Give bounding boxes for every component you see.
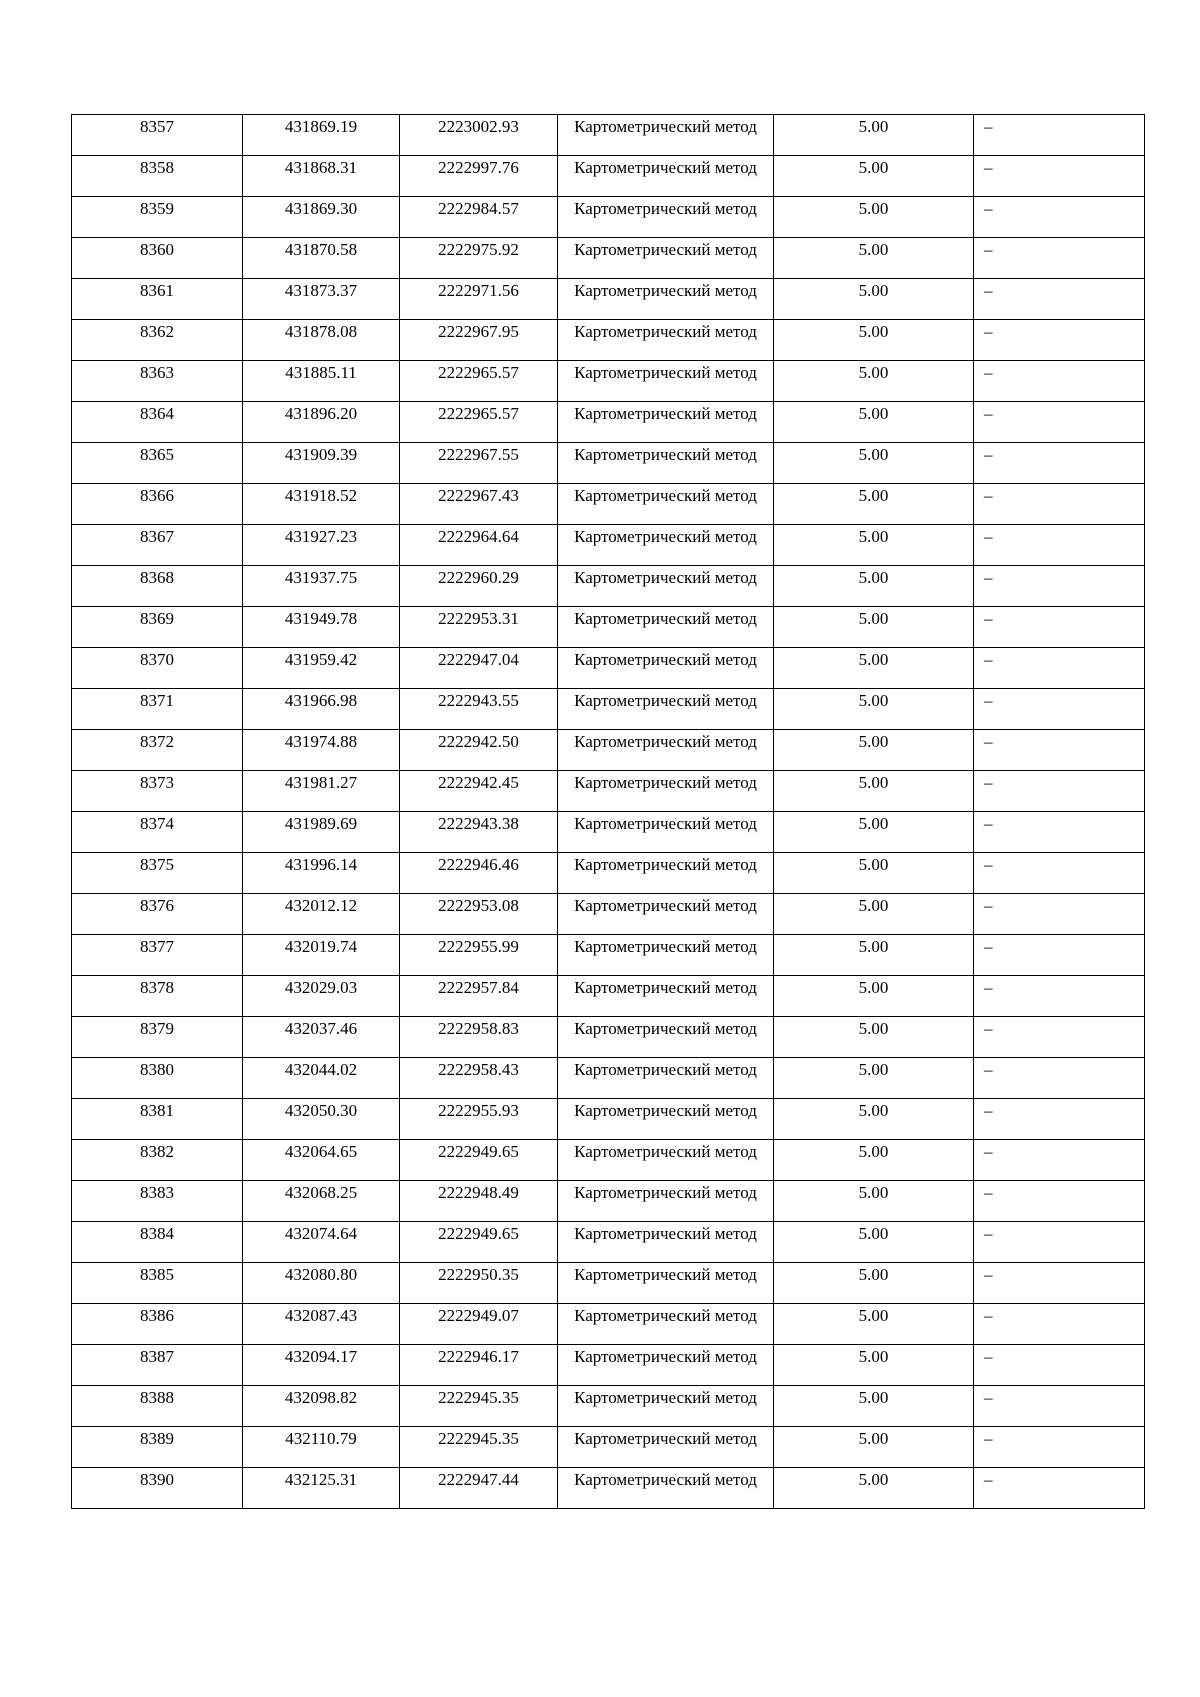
y-coordinate-cell: 2222953.08 [400,894,558,935]
note-cell: – [974,484,1145,525]
x-coordinate-cell: 431996.14 [243,853,400,894]
accuracy-cell: 5.00 [774,361,974,402]
point-number-cell: 8375 [72,853,243,894]
method-cell: Картометрический метод [558,402,774,443]
y-coordinate-cell: 2222955.93 [400,1099,558,1140]
y-coordinate-cell: 2222946.46 [400,853,558,894]
point-number-cell: 8380 [72,1058,243,1099]
accuracy-cell: 5.00 [774,935,974,976]
x-coordinate-cell: 432110.79 [243,1427,400,1468]
table-row [72,279,1145,320]
method-cell: Картометрический метод [558,1263,774,1304]
method-cell: Картометрический метод [558,976,774,1017]
y-coordinate-cell: 2222946.17 [400,1345,558,1386]
y-coordinate-cell: 2222964.64 [400,525,558,566]
table-row [72,484,1145,525]
note-cell: – [974,1468,1145,1509]
note-cell: – [974,566,1145,607]
y-coordinate-cell: 2222984.57 [400,197,558,238]
method-cell: Картометрический метод [558,771,774,812]
y-coordinate-cell: 2222942.50 [400,730,558,771]
note-cell: – [974,1263,1145,1304]
method-cell: Картометрический метод [558,115,774,156]
accuracy-cell: 5.00 [774,689,974,730]
method-cell: Картометрический метод [558,320,774,361]
note-cell: – [974,443,1145,484]
x-coordinate-cell: 431870.58 [243,238,400,279]
x-coordinate-cell: 431981.27 [243,771,400,812]
accuracy-cell: 5.00 [774,279,974,320]
accuracy-cell: 5.00 [774,976,974,1017]
table-row [72,1345,1145,1386]
method-cell: Картометрический метод [558,689,774,730]
x-coordinate-cell: 432029.03 [243,976,400,1017]
point-number-cell: 8368 [72,566,243,607]
x-coordinate-cell: 431966.98 [243,689,400,730]
note-cell: – [974,279,1145,320]
table-row [72,1058,1145,1099]
x-coordinate-cell: 431959.42 [243,648,400,689]
note-cell: – [974,976,1145,1017]
note-cell: – [974,1181,1145,1222]
method-cell: Картометрический метод [558,730,774,771]
method-cell: Картометрический метод [558,607,774,648]
y-coordinate-cell: 2222967.55 [400,443,558,484]
note-cell: – [974,1345,1145,1386]
y-coordinate-cell: 2222957.84 [400,976,558,1017]
x-coordinate-cell: 432019.74 [243,935,400,976]
note-cell: – [974,730,1145,771]
method-cell: Картометрический метод [558,238,774,279]
table-row [72,525,1145,566]
x-coordinate-cell: 432068.25 [243,1181,400,1222]
point-number-cell: 8379 [72,1017,243,1058]
point-number-cell: 8387 [72,1345,243,1386]
point-number-cell: 8374 [72,812,243,853]
table-row [72,1140,1145,1181]
point-number-cell: 8370 [72,648,243,689]
accuracy-cell: 5.00 [774,1222,974,1263]
y-coordinate-cell: 2222947.04 [400,648,558,689]
point-number-cell: 8377 [72,935,243,976]
table-row [72,402,1145,443]
table-row [72,812,1145,853]
method-cell: Картометрический метод [558,1468,774,1509]
table-row [72,1263,1145,1304]
point-number-cell: 8359 [72,197,243,238]
x-coordinate-cell: 431868.31 [243,156,400,197]
point-number-cell: 8360 [72,238,243,279]
coordinates-table [71,114,1145,1509]
x-coordinate-cell: 431873.37 [243,279,400,320]
x-coordinate-cell: 432037.46 [243,1017,400,1058]
table-row [72,894,1145,935]
accuracy-cell: 5.00 [774,156,974,197]
point-number-cell: 8366 [72,484,243,525]
point-number-cell: 8378 [72,976,243,1017]
accuracy-cell: 5.00 [774,894,974,935]
y-coordinate-cell: 2222948.49 [400,1181,558,1222]
x-coordinate-cell: 432064.65 [243,1140,400,1181]
method-cell: Картометрический метод [558,1304,774,1345]
point-number-cell: 8373 [72,771,243,812]
y-coordinate-cell: 2222949.07 [400,1304,558,1345]
accuracy-cell: 5.00 [774,1181,974,1222]
point-number-cell: 8388 [72,1386,243,1427]
accuracy-cell: 5.00 [774,320,974,361]
table-row [72,1099,1145,1140]
table-row [72,1386,1145,1427]
x-coordinate-cell: 431869.30 [243,197,400,238]
x-coordinate-cell: 432044.02 [243,1058,400,1099]
note-cell: – [974,853,1145,894]
method-cell: Картометрический метод [558,443,774,484]
table-row [72,730,1145,771]
accuracy-cell: 5.00 [774,648,974,689]
accuracy-cell: 5.00 [774,1468,974,1509]
method-cell: Картометрический метод [558,853,774,894]
point-number-cell: 8389 [72,1427,243,1468]
accuracy-cell: 5.00 [774,197,974,238]
method-cell: Картометрический метод [558,1181,774,1222]
note-cell: – [974,607,1145,648]
point-number-cell: 8376 [72,894,243,935]
table-row [72,935,1145,976]
table-row [72,1017,1145,1058]
method-cell: Картометрический метод [558,1386,774,1427]
accuracy-cell: 5.00 [774,1304,974,1345]
method-cell: Картометрический метод [558,1222,774,1263]
y-coordinate-cell: 2222947.44 [400,1468,558,1509]
y-coordinate-cell: 2222975.92 [400,238,558,279]
method-cell: Картометрический метод [558,1140,774,1181]
accuracy-cell: 5.00 [774,484,974,525]
accuracy-cell: 5.00 [774,1058,974,1099]
y-coordinate-cell: 2222945.35 [400,1386,558,1427]
method-cell: Картометрический метод [558,156,774,197]
accuracy-cell: 5.00 [774,1140,974,1181]
x-coordinate-cell: 431896.20 [243,402,400,443]
accuracy-cell: 5.00 [774,525,974,566]
accuracy-cell: 5.00 [774,607,974,648]
y-coordinate-cell: 2222955.99 [400,935,558,976]
table-row [72,1304,1145,1345]
table-row [72,648,1145,689]
accuracy-cell: 5.00 [774,443,974,484]
y-coordinate-cell: 2222997.76 [400,156,558,197]
table-row [72,361,1145,402]
accuracy-cell: 5.00 [774,1386,974,1427]
y-coordinate-cell: 2222950.35 [400,1263,558,1304]
method-cell: Картометрический метод [558,484,774,525]
point-number-cell: 8365 [72,443,243,484]
x-coordinate-cell: 432050.30 [243,1099,400,1140]
accuracy-cell: 5.00 [774,1099,974,1140]
x-coordinate-cell: 432080.80 [243,1263,400,1304]
accuracy-cell: 5.00 [774,730,974,771]
note-cell: – [974,1017,1145,1058]
method-cell: Картометрический метод [558,935,774,976]
x-coordinate-cell: 432074.64 [243,1222,400,1263]
x-coordinate-cell: 431927.23 [243,525,400,566]
method-cell: Картометрический метод [558,812,774,853]
note-cell: – [974,402,1145,443]
x-coordinate-cell: 431869.19 [243,115,400,156]
x-coordinate-cell: 431974.88 [243,730,400,771]
x-coordinate-cell: 431885.11 [243,361,400,402]
note-cell: – [974,115,1145,156]
y-coordinate-cell: 2222958.83 [400,1017,558,1058]
note-cell: – [974,935,1145,976]
accuracy-cell: 5.00 [774,566,974,607]
note-cell: – [974,1304,1145,1345]
x-coordinate-cell: 431989.69 [243,812,400,853]
y-coordinate-cell: 2222967.43 [400,484,558,525]
note-cell: – [974,238,1145,279]
table-row [72,976,1145,1017]
method-cell: Картометрический метод [558,1017,774,1058]
accuracy-cell: 5.00 [774,771,974,812]
point-number-cell: 8381 [72,1099,243,1140]
point-number-cell: 8383 [72,1181,243,1222]
y-coordinate-cell: 2222958.43 [400,1058,558,1099]
note-cell: – [974,812,1145,853]
table-row [72,115,1145,156]
method-cell: Картометрический метод [558,648,774,689]
x-coordinate-cell: 432098.82 [243,1386,400,1427]
accuracy-cell: 5.00 [774,1427,974,1468]
accuracy-cell: 5.00 [774,402,974,443]
note-cell: – [974,1099,1145,1140]
note-cell: – [974,1058,1145,1099]
x-coordinate-cell: 431918.52 [243,484,400,525]
y-coordinate-cell: 2222945.35 [400,1427,558,1468]
point-number-cell: 8358 [72,156,243,197]
y-coordinate-cell: 2222943.38 [400,812,558,853]
coordinates-table-body [72,115,1145,1509]
y-coordinate-cell: 2222953.31 [400,607,558,648]
y-coordinate-cell: 2223002.93 [400,115,558,156]
x-coordinate-cell: 432012.12 [243,894,400,935]
table-row [72,689,1145,730]
note-cell: – [974,1222,1145,1263]
point-number-cell: 8385 [72,1263,243,1304]
x-coordinate-cell: 431949.78 [243,607,400,648]
table-row [72,771,1145,812]
accuracy-cell: 5.00 [774,1345,974,1386]
point-number-cell: 8362 [72,320,243,361]
method-cell: Картометрический метод [558,361,774,402]
point-number-cell: 8372 [72,730,243,771]
point-number-cell: 8367 [72,525,243,566]
point-number-cell: 8384 [72,1222,243,1263]
accuracy-cell: 5.00 [774,238,974,279]
point-number-cell: 8369 [72,607,243,648]
method-cell: Картометрический метод [558,1099,774,1140]
note-cell: – [974,320,1145,361]
table-row [72,1468,1145,1509]
table-row [72,607,1145,648]
x-coordinate-cell: 432087.43 [243,1304,400,1345]
note-cell: – [974,156,1145,197]
point-number-cell: 8371 [72,689,243,730]
table-row [72,443,1145,484]
table-row [72,1181,1145,1222]
x-coordinate-cell: 431878.08 [243,320,400,361]
accuracy-cell: 5.00 [774,1017,974,1058]
note-cell: – [974,197,1145,238]
note-cell: – [974,771,1145,812]
note-cell: – [974,1140,1145,1181]
accuracy-cell: 5.00 [774,115,974,156]
accuracy-cell: 5.00 [774,1263,974,1304]
y-coordinate-cell: 2222960.29 [400,566,558,607]
note-cell: – [974,361,1145,402]
point-number-cell: 8361 [72,279,243,320]
x-coordinate-cell: 432125.31 [243,1468,400,1509]
y-coordinate-cell: 2222949.65 [400,1140,558,1181]
point-number-cell: 8382 [72,1140,243,1181]
x-coordinate-cell: 432094.17 [243,1345,400,1386]
point-number-cell: 8363 [72,361,243,402]
method-cell: Картометрический метод [558,894,774,935]
method-cell: Картометрический метод [558,1345,774,1386]
y-coordinate-cell: 2222943.55 [400,689,558,730]
y-coordinate-cell: 2222942.45 [400,771,558,812]
y-coordinate-cell: 2222971.56 [400,279,558,320]
note-cell: – [974,689,1145,730]
table-row [72,320,1145,361]
y-coordinate-cell: 2222965.57 [400,361,558,402]
method-cell: Картометрический метод [558,1058,774,1099]
note-cell: – [974,894,1145,935]
table-row [72,1222,1145,1263]
point-number-cell: 8364 [72,402,243,443]
y-coordinate-cell: 2222967.95 [400,320,558,361]
method-cell: Картометрический метод [558,279,774,320]
x-coordinate-cell: 431937.75 [243,566,400,607]
method-cell: Картометрический метод [558,197,774,238]
point-number-cell: 8390 [72,1468,243,1509]
note-cell: – [974,525,1145,566]
table-row [72,156,1145,197]
y-coordinate-cell: 2222949.65 [400,1222,558,1263]
method-cell: Картометрический метод [558,1427,774,1468]
accuracy-cell: 5.00 [774,812,974,853]
point-number-cell: 8386 [72,1304,243,1345]
note-cell: – [974,648,1145,689]
table-row [72,853,1145,894]
table-row [72,1427,1145,1468]
table-row [72,566,1145,607]
point-number-cell: 8357 [72,115,243,156]
note-cell: – [974,1427,1145,1468]
y-coordinate-cell: 2222965.57 [400,402,558,443]
x-coordinate-cell: 431909.39 [243,443,400,484]
table-row [72,238,1145,279]
method-cell: Картометрический метод [558,566,774,607]
accuracy-cell: 5.00 [774,853,974,894]
table-row [72,197,1145,238]
method-cell: Картометрический метод [558,525,774,566]
note-cell: – [974,1386,1145,1427]
